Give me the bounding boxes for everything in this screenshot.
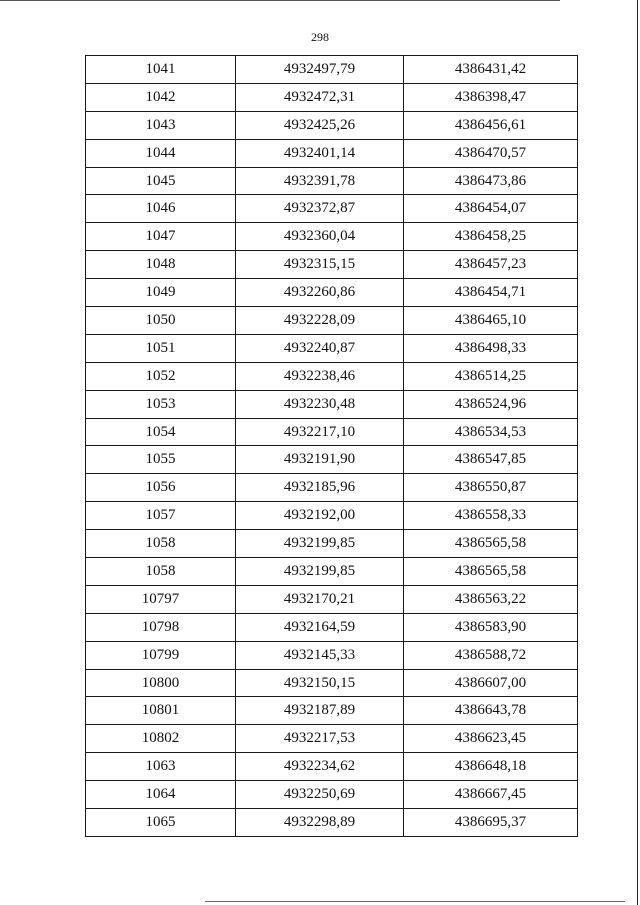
point-number-cell: 10798	[86, 613, 236, 641]
point-number-cell: 1047	[86, 223, 236, 251]
table-row	[86, 334, 578, 362]
point-number-cell: 1058	[86, 530, 236, 558]
x-coordinate-cell: 4932145,33	[236, 641, 404, 669]
point-number-cell: 10797	[86, 585, 236, 613]
x-coordinate-cell: 4932240,87	[236, 334, 404, 362]
point-number-cell: 10800	[86, 669, 236, 697]
table-row	[86, 558, 578, 586]
table-row	[86, 446, 578, 474]
y-coordinate-cell: 4386623,45	[404, 725, 578, 753]
point-number-cell: 1053	[86, 390, 236, 418]
y-coordinate-cell: 4386563,22	[404, 585, 578, 613]
table-row	[86, 669, 578, 697]
point-number-cell: 1048	[86, 251, 236, 279]
table-row	[86, 362, 578, 390]
point-number-cell: 1050	[86, 307, 236, 335]
table-row	[86, 502, 578, 530]
y-coordinate-cell: 4386498,33	[404, 334, 578, 362]
x-coordinate-cell: 4932360,04	[236, 223, 404, 251]
x-coordinate-cell: 4932472,31	[236, 83, 404, 111]
x-coordinate-cell: 4932315,15	[236, 251, 404, 279]
y-coordinate-cell: 4386431,42	[404, 56, 578, 84]
point-number-cell: 1055	[86, 446, 236, 474]
point-number-cell: 1045	[86, 167, 236, 195]
x-coordinate-cell: 4932164,59	[236, 613, 404, 641]
x-coordinate-cell: 4932191,90	[236, 446, 404, 474]
table-row	[86, 474, 578, 502]
table-row	[86, 781, 578, 809]
page-number: 298	[311, 30, 329, 44]
x-coordinate-cell: 4932298,89	[236, 809, 404, 837]
y-coordinate-cell: 4386524,96	[404, 390, 578, 418]
x-coordinate-cell: 4932187,89	[236, 697, 404, 725]
point-number-cell: 1043	[86, 111, 236, 139]
y-coordinate-cell: 4386458,25	[404, 223, 578, 251]
point-number-cell: 1058	[86, 558, 236, 586]
x-coordinate-cell: 4932260,86	[236, 279, 404, 307]
coordinates-table	[85, 55, 578, 837]
y-coordinate-cell: 4386583,90	[404, 613, 578, 641]
point-number-cell: 1049	[86, 279, 236, 307]
x-coordinate-cell: 4932372,87	[236, 195, 404, 223]
x-coordinate-cell: 4932250,69	[236, 781, 404, 809]
y-coordinate-cell: 4386588,72	[404, 641, 578, 669]
x-coordinate-cell: 4932150,15	[236, 669, 404, 697]
x-coordinate-cell: 4932391,78	[236, 167, 404, 195]
x-coordinate-cell: 4932199,85	[236, 530, 404, 558]
table-row	[86, 809, 578, 837]
x-coordinate-cell: 4932234,62	[236, 753, 404, 781]
y-coordinate-cell: 4386470,57	[404, 139, 578, 167]
point-number-cell: 1065	[86, 809, 236, 837]
y-coordinate-cell: 4386648,18	[404, 753, 578, 781]
x-coordinate-cell: 4932217,53	[236, 725, 404, 753]
x-coordinate-cell: 4932401,14	[236, 139, 404, 167]
y-coordinate-cell: 4386398,47	[404, 83, 578, 111]
y-coordinate-cell: 4386456,61	[404, 111, 578, 139]
y-coordinate-cell: 4386457,23	[404, 251, 578, 279]
x-coordinate-cell: 4932217,10	[236, 418, 404, 446]
y-coordinate-cell: 4386454,71	[404, 279, 578, 307]
y-coordinate-cell: 4386547,85	[404, 446, 578, 474]
point-number-cell: 10801	[86, 697, 236, 725]
point-number-cell: 10802	[86, 725, 236, 753]
x-coordinate-cell: 4932170,21	[236, 585, 404, 613]
point-number-cell: 1052	[86, 362, 236, 390]
x-coordinate-cell: 4932192,00	[236, 502, 404, 530]
point-number-cell: 1063	[86, 753, 236, 781]
point-number-cell: 1054	[86, 418, 236, 446]
scan-edge-top	[0, 0, 560, 1]
x-coordinate-cell: 4932185,96	[236, 474, 404, 502]
point-number-cell: 1056	[86, 474, 236, 502]
y-coordinate-cell: 4386565,58	[404, 530, 578, 558]
y-coordinate-cell: 4386534,53	[404, 418, 578, 446]
table-row	[86, 725, 578, 753]
y-coordinate-cell: 4386558,33	[404, 502, 578, 530]
table-row	[86, 530, 578, 558]
table-row	[86, 613, 578, 641]
scan-edge-right	[637, 0, 638, 905]
table-row	[86, 418, 578, 446]
point-number-cell: 1042	[86, 83, 236, 111]
table-row	[86, 753, 578, 781]
x-coordinate-cell: 4932425,26	[236, 111, 404, 139]
x-coordinate-cell: 4932230,48	[236, 390, 404, 418]
y-coordinate-cell: 4386454,07	[404, 195, 578, 223]
table-row	[86, 390, 578, 418]
table-row	[86, 139, 578, 167]
scan-edge-bottom	[205, 901, 625, 902]
x-coordinate-cell: 4932497,79	[236, 56, 404, 84]
point-number-cell: 1064	[86, 781, 236, 809]
x-coordinate-cell: 4932199,85	[236, 558, 404, 586]
table-row	[86, 111, 578, 139]
table-row	[86, 195, 578, 223]
point-number-cell: 1041	[86, 56, 236, 84]
y-coordinate-cell: 4386514,25	[404, 362, 578, 390]
y-coordinate-cell: 4386473,86	[404, 167, 578, 195]
table-row	[86, 56, 578, 84]
table-row	[86, 223, 578, 251]
table-row	[86, 641, 578, 669]
table-row	[86, 279, 578, 307]
y-coordinate-cell: 4386643,78	[404, 697, 578, 725]
coordinates-table-body	[86, 56, 578, 837]
y-coordinate-cell: 4386607,00	[404, 669, 578, 697]
point-number-cell: 1051	[86, 334, 236, 362]
table-row	[86, 83, 578, 111]
table-row	[86, 307, 578, 335]
table-row	[86, 167, 578, 195]
point-number-cell: 10799	[86, 641, 236, 669]
point-number-cell: 1046	[86, 195, 236, 223]
point-number-cell: 1044	[86, 139, 236, 167]
y-coordinate-cell: 4386695,37	[404, 809, 578, 837]
y-coordinate-cell: 4386550,87	[404, 474, 578, 502]
x-coordinate-cell: 4932238,46	[236, 362, 404, 390]
y-coordinate-cell: 4386667,45	[404, 781, 578, 809]
y-coordinate-cell: 4386565,58	[404, 558, 578, 586]
point-number-cell: 1057	[86, 502, 236, 530]
table-row	[86, 697, 578, 725]
table-row	[86, 585, 578, 613]
table-row	[86, 251, 578, 279]
x-coordinate-cell: 4932228,09	[236, 307, 404, 335]
y-coordinate-cell: 4386465,10	[404, 307, 578, 335]
